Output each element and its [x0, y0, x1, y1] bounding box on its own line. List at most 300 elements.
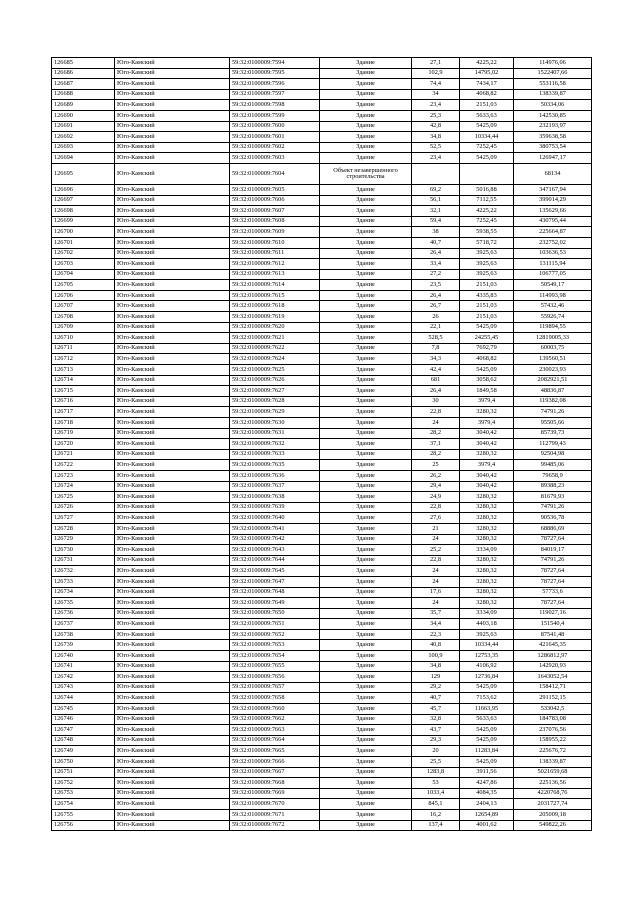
cadastral-value-cell: 158412,71	[514, 682, 592, 693]
cadastral-number-cell: 59:32:0100009:7619	[230, 312, 320, 323]
row-id-cell: 126690	[52, 110, 115, 121]
row-id-cell: 126756	[52, 820, 115, 831]
area-cell: 34	[412, 89, 460, 100]
table-row	[52, 110, 592, 121]
cadastral-value-cell: 60003,75	[514, 343, 592, 354]
row-id-cell: 126750	[52, 757, 115, 768]
area-cell: 16,2	[412, 809, 460, 820]
area-cell: 42,8	[412, 121, 460, 132]
unit-value-cell: 24255,45	[460, 333, 514, 344]
unit-value-cell: 5633,63	[460, 110, 514, 121]
row-id-cell: 126728	[52, 523, 115, 534]
row-id-cell: 126686	[52, 68, 115, 79]
area-cell: 7,8	[412, 343, 460, 354]
row-id-cell: 126719	[52, 428, 115, 439]
row-id-cell: 126729	[52, 534, 115, 545]
unit-value-cell: 2151,03	[460, 100, 514, 111]
district-cell: Юго-Камский	[115, 661, 230, 672]
row-id-cell: 126697	[52, 195, 115, 206]
area-cell: 24	[412, 534, 460, 545]
cadastral-number-cell: 59:32:0100009:7626	[230, 375, 320, 386]
row-id-cell: 126712	[52, 354, 115, 365]
area-cell: 22,8	[412, 502, 460, 513]
row-id-cell: 126706	[52, 290, 115, 301]
unit-value-cell: 7692,79	[460, 343, 514, 354]
cadastral-number-cell: 59:32:0100009:7624	[230, 354, 320, 365]
district-cell: Юго-Камский	[115, 333, 230, 344]
object-type-cell: Здание	[320, 725, 412, 736]
unit-value-cell: 2151,03	[460, 312, 514, 323]
area-cell: 34,8	[412, 661, 460, 672]
table-row	[52, 629, 592, 640]
row-id-cell: 126691	[52, 121, 115, 132]
district-cell: Юго-Камский	[115, 576, 230, 587]
area-cell: 21	[412, 523, 460, 534]
cadastral-number-cell: 59:32:0100009:7600	[230, 121, 320, 132]
table-row	[52, 460, 592, 471]
row-id-cell: 126689	[52, 100, 115, 111]
row-id-cell: 126713	[52, 365, 115, 376]
table-row	[52, 714, 592, 725]
cadastral-number-cell: 59:32:0100009:7653	[230, 640, 320, 651]
table-row	[52, 237, 592, 248]
area-cell: 27,6	[412, 513, 460, 524]
district-cell: Юго-Камский	[115, 725, 230, 736]
area-cell: 25,5	[412, 757, 460, 768]
cadastral-value-cell: 78727,64	[514, 534, 592, 545]
area-cell: 28,2	[412, 449, 460, 460]
row-id-cell: 126744	[52, 693, 115, 704]
cadastral-number-cell: 59:32:0100009:7649	[230, 598, 320, 609]
unit-value-cell: 4403,18	[460, 619, 514, 630]
cadastral-number-cell: 59:32:0100009:7671	[230, 809, 320, 820]
district-cell: Юго-Камский	[115, 216, 230, 227]
cadastral-number-cell: 59:32:0100009:7608	[230, 216, 320, 227]
table-row	[52, 153, 592, 164]
cadastral-number-cell: 59:32:0100009:7632	[230, 439, 320, 450]
unit-value-cell: 4001,62	[460, 820, 514, 831]
area-cell: 26,4	[412, 290, 460, 301]
cadastral-number-cell: 59:32:0100009:7602	[230, 142, 320, 153]
table-row	[52, 280, 592, 291]
cadastral-value-cell: 533042,5	[514, 704, 592, 715]
row-id-cell: 126685	[52, 58, 115, 69]
district-cell: Юго-Камский	[115, 365, 230, 376]
table-row	[52, 492, 592, 503]
cadastral-number-cell: 59:32:0100009:7613	[230, 269, 320, 280]
area-cell: 38	[412, 227, 460, 238]
table-row	[52, 757, 592, 768]
cadastral-number-cell: 59:32:0100009:7667	[230, 767, 320, 778]
district-cell: Юго-Камский	[115, 142, 230, 153]
row-id-cell: 126707	[52, 301, 115, 312]
row-id-cell: 126703	[52, 259, 115, 270]
unit-value-cell: 7112,55	[460, 195, 514, 206]
cadastral-number-cell: 59:32:0100009:7669	[230, 788, 320, 799]
row-id-cell: 126709	[52, 322, 115, 333]
district-cell: Юго-Камский	[115, 354, 230, 365]
cadastral-value-cell: 399014,29	[514, 195, 592, 206]
cadastral-value-cell: 2031727,74	[514, 799, 592, 810]
cadastral-value-cell: 50334,06	[514, 100, 592, 111]
cadastral-number-cell: 59:32:0100009:7594	[230, 58, 320, 69]
object-type-cell: Объект незавершенного строительства	[320, 163, 412, 184]
unit-value-cell: 3280,32	[460, 534, 514, 545]
table-row	[52, 534, 592, 545]
object-type-cell: Здание	[320, 682, 412, 693]
area-cell: 45,7	[412, 704, 460, 715]
table-row	[52, 693, 592, 704]
unit-value-cell: 3280,32	[460, 555, 514, 566]
cadastral-number-cell: 59:32:0100009:7618	[230, 301, 320, 312]
district-cell: Юго-Камский	[115, 206, 230, 217]
unit-value-cell: 3925,63	[460, 629, 514, 640]
cadastral-value-cell: 74791,26	[514, 555, 592, 566]
row-id-cell: 126735	[52, 598, 115, 609]
object-type-cell: Здание	[320, 693, 412, 704]
table-row	[52, 619, 592, 630]
object-type-cell: Здание	[320, 714, 412, 725]
row-id-cell: 126695	[52, 163, 115, 184]
cadastral-value-cell: 1286812,97	[514, 651, 592, 662]
cadastral-number-cell: 59:32:0100009:7668	[230, 778, 320, 789]
object-type-cell: Здание	[320, 280, 412, 291]
table-row	[52, 58, 592, 69]
unit-value-cell: 3058,62	[460, 375, 514, 386]
row-id-cell: 126699	[52, 216, 115, 227]
object-type-cell: Здание	[320, 396, 412, 407]
cadastral-number-cell: 59:32:0100009:7620	[230, 322, 320, 333]
cadastral-value-cell: 549822,26	[514, 820, 592, 831]
cadastral-number-cell: 59:32:0100009:7615	[230, 290, 320, 301]
table-row	[52, 778, 592, 789]
area-cell: 35,7	[412, 608, 460, 619]
district-cell: Юго-Камский	[115, 672, 230, 683]
row-id-cell: 126754	[52, 799, 115, 810]
district-cell: Юго-Камский	[115, 449, 230, 460]
area-cell: 26	[412, 312, 460, 323]
area-cell: 30	[412, 396, 460, 407]
table-row	[52, 343, 592, 354]
row-id-cell: 126716	[52, 396, 115, 407]
object-type-cell: Здание	[320, 545, 412, 556]
unit-value-cell: 3280,32	[460, 513, 514, 524]
table-row	[52, 428, 592, 439]
object-type-cell: Здание	[320, 502, 412, 513]
cadastral-value-cell: 131115,94	[514, 259, 592, 270]
area-cell: 23,4	[412, 100, 460, 111]
unit-value-cell: 5425,09	[460, 365, 514, 376]
table-row	[52, 470, 592, 481]
table-row	[52, 746, 592, 757]
area-cell: 74,4	[412, 79, 460, 90]
area-cell: 59,4	[412, 216, 460, 227]
cadastral-number-cell: 59:32:0100009:7595	[230, 68, 320, 79]
cadastral-number-cell: 59:32:0100009:7637	[230, 481, 320, 492]
table-row	[52, 132, 592, 143]
unit-value-cell: 3040,42	[460, 470, 514, 481]
cadastral-number-cell: 59:32:0100009:7604	[230, 163, 320, 184]
district-cell: Юго-Камский	[115, 259, 230, 270]
area-cell: 22,3	[412, 629, 460, 640]
cadastral-number-cell: 59:32:0100009:7645	[230, 566, 320, 577]
row-id-cell: 126705	[52, 280, 115, 291]
district-cell: Юго-Камский	[115, 502, 230, 513]
object-type-cell: Здание	[320, 343, 412, 354]
district-cell: Юго-Камский	[115, 386, 230, 397]
cadastral-number-cell: 59:32:0100009:7610	[230, 237, 320, 248]
object-type-cell: Здание	[320, 555, 412, 566]
object-type-cell: Здание	[320, 142, 412, 153]
object-type-cell: Здание	[320, 470, 412, 481]
district-cell: Юго-Камский	[115, 608, 230, 619]
row-id-cell: 126731	[52, 555, 115, 566]
object-type-cell: Здание	[320, 799, 412, 810]
object-type-cell: Здание	[320, 312, 412, 323]
row-id-cell: 126742	[52, 672, 115, 683]
cadastral-value-cell: 95505,66	[514, 418, 592, 429]
object-type-cell: Здание	[320, 79, 412, 90]
cadastral-value-cell: 553116,58	[514, 79, 592, 90]
cadastral-number-cell: 59:32:0100009:7606	[230, 195, 320, 206]
row-id-cell: 126720	[52, 439, 115, 450]
district-cell: Юго-Камский	[115, 619, 230, 630]
object-type-cell: Здание	[320, 523, 412, 534]
area-cell: 40,7	[412, 237, 460, 248]
cadastral-number-cell: 59:32:0100009:7670	[230, 799, 320, 810]
area-cell: 43,7	[412, 725, 460, 736]
area-cell: 27,2	[412, 269, 460, 280]
row-id-cell: 126746	[52, 714, 115, 725]
district-cell: Юго-Камский	[115, 682, 230, 693]
unit-value-cell: 2151,03	[460, 280, 514, 291]
unit-value-cell: 3280,32	[460, 587, 514, 598]
table-row	[52, 481, 592, 492]
district-cell: Юго-Камский	[115, 322, 230, 333]
unit-value-cell: 4106,92	[460, 661, 514, 672]
area-cell: 42,4	[412, 365, 460, 376]
table-row	[52, 163, 592, 184]
unit-value-cell: 3334,09	[460, 608, 514, 619]
area-cell: 25,2	[412, 545, 460, 556]
unit-value-cell: 3280,32	[460, 576, 514, 587]
table-row	[52, 312, 592, 323]
object-type-cell: Здание	[320, 672, 412, 683]
unit-value-cell: 5633,63	[460, 714, 514, 725]
cadastral-number-cell: 59:32:0100009:7633	[230, 449, 320, 460]
cadastral-value-cell: 119894,55	[514, 322, 592, 333]
area-cell: 25	[412, 460, 460, 471]
district-cell: Юго-Камский	[115, 79, 230, 90]
object-type-cell: Здание	[320, 428, 412, 439]
district-cell: Юго-Камский	[115, 545, 230, 556]
table-row	[52, 704, 592, 715]
table-row	[52, 184, 592, 195]
cadastral-value-cell: 205009,18	[514, 809, 592, 820]
unit-value-cell: 12753,35	[460, 651, 514, 662]
area-cell: 22,1	[412, 322, 460, 333]
unit-value-cell	[460, 163, 514, 184]
document-page	[51, 57, 591, 831]
cadastral-value-cell: 85739,73	[514, 428, 592, 439]
table-row	[52, 227, 592, 238]
district-cell: Юго-Камский	[115, 757, 230, 768]
district-cell: Юго-Камский	[115, 513, 230, 524]
district-cell: Юго-Камский	[115, 132, 230, 143]
object-type-cell: Здание	[320, 492, 412, 503]
table-row	[52, 513, 592, 524]
cadastral-value-cell: 68134	[514, 163, 592, 184]
cadastral-value-cell: 225664,87	[514, 227, 592, 238]
unit-value-cell: 12654,89	[460, 809, 514, 820]
unit-value-cell: 5425,09	[460, 322, 514, 333]
row-id-cell: 126687	[52, 79, 115, 90]
area-cell: 681	[412, 375, 460, 386]
row-id-cell: 126734	[52, 587, 115, 598]
object-type-cell: Здание	[320, 195, 412, 206]
district-cell: Юго-Камский	[115, 68, 230, 79]
district-cell: Юго-Камский	[115, 301, 230, 312]
object-type-cell: Здание	[320, 248, 412, 259]
district-cell: Юго-Камский	[115, 460, 230, 471]
row-id-cell: 126751	[52, 767, 115, 778]
object-type-cell: Здание	[320, 301, 412, 312]
table-row	[52, 608, 592, 619]
district-cell: Юго-Камский	[115, 58, 230, 69]
object-type-cell: Здание	[320, 89, 412, 100]
area-cell: 22,8	[412, 407, 460, 418]
district-cell: Юго-Камский	[115, 407, 230, 418]
district-cell: Юго-Камский	[115, 629, 230, 640]
table-row	[52, 322, 592, 333]
object-type-cell: Здание	[320, 269, 412, 280]
table-row	[52, 809, 592, 820]
table-row	[52, 396, 592, 407]
district-cell: Юго-Камский	[115, 121, 230, 132]
unit-value-cell: 7252,45	[460, 142, 514, 153]
cadastral-value-cell: 138339,87	[514, 89, 592, 100]
cadastral-number-cell: 59:32:0100009:7647	[230, 576, 320, 587]
row-id-cell: 126708	[52, 312, 115, 323]
district-cell: Юго-Камский	[115, 555, 230, 566]
area-cell: 69,2	[412, 184, 460, 195]
cadastral-number-cell: 59:32:0100009:7628	[230, 396, 320, 407]
row-id-cell: 126740	[52, 651, 115, 662]
table-row	[52, 523, 592, 534]
object-type-cell: Здание	[320, 259, 412, 270]
cadastral-number-cell: 59:32:0100009:7650	[230, 608, 320, 619]
table-row	[52, 259, 592, 270]
cadastral-value-cell: 92504,98	[514, 449, 592, 460]
object-type-cell: Здание	[320, 322, 412, 333]
area-cell: 1283,8	[412, 767, 460, 778]
object-type-cell: Здание	[320, 757, 412, 768]
object-type-cell: Здание	[320, 767, 412, 778]
cadastral-value-cell: 78727,64	[514, 566, 592, 577]
cadastral-value-cell: 81679,93	[514, 492, 592, 503]
area-cell: 34,8	[412, 132, 460, 143]
object-type-cell: Здание	[320, 110, 412, 121]
area-cell: 52,5	[412, 142, 460, 153]
district-cell: Юго-Камский	[115, 778, 230, 789]
cadastral-value-cell: 158955,22	[514, 735, 592, 746]
table-row	[52, 216, 592, 227]
cadastral-number-cell: 59:32:0100009:7609	[230, 227, 320, 238]
district-cell: Юго-Камский	[115, 767, 230, 778]
cadastral-value-cell: 421645,35	[514, 640, 592, 651]
district-cell: Юго-Камский	[115, 820, 230, 831]
row-id-cell: 126714	[52, 375, 115, 386]
object-type-cell: Здание	[320, 354, 412, 365]
unit-value-cell: 3280,32	[460, 407, 514, 418]
row-id-cell: 126692	[52, 132, 115, 143]
district-cell: Юго-Камский	[115, 428, 230, 439]
cadastral-number-cell: 59:32:0100009:7629	[230, 407, 320, 418]
table-row	[52, 661, 592, 672]
unit-value-cell: 3280,32	[460, 492, 514, 503]
cadastral-number-cell: 59:32:0100009:7664	[230, 735, 320, 746]
unit-value-cell: 3040,42	[460, 481, 514, 492]
district-cell: Юго-Камский	[115, 492, 230, 503]
district-cell: Юго-Камский	[115, 269, 230, 280]
object-type-cell: Здание	[320, 820, 412, 831]
unit-value-cell: 5938,55	[460, 227, 514, 238]
cadastral-number-cell: 59:32:0100009:7662	[230, 714, 320, 725]
cadastral-number-cell: 59:32:0100009:7641	[230, 523, 320, 534]
cadastral-value-cell: 90536,78	[514, 513, 592, 524]
row-id-cell: 126724	[52, 481, 115, 492]
cadastral-value-cell: 57432,46	[514, 301, 592, 312]
cadastral-number-cell: 59:32:0100009:7643	[230, 545, 320, 556]
area-cell: 32,1	[412, 206, 460, 217]
cadastral-value-cell: 138339,87	[514, 757, 592, 768]
area-cell: 24	[412, 598, 460, 609]
table-row	[52, 290, 592, 301]
row-id-cell: 126739	[52, 640, 115, 651]
table-row	[52, 79, 592, 90]
row-id-cell: 126726	[52, 502, 115, 513]
object-type-cell: Здание	[320, 365, 412, 376]
cadastral-number-cell: 59:32:0100009:7663	[230, 725, 320, 736]
unit-value-cell: 5425,09	[460, 121, 514, 132]
unit-value-cell: 10334,44	[460, 640, 514, 651]
unit-value-cell: 5016,88	[460, 184, 514, 195]
object-type-cell: Здание	[320, 237, 412, 248]
table-row	[52, 587, 592, 598]
cadastral-number-cell: 59:32:0100009:7622	[230, 343, 320, 354]
cadastral-number-cell: 59:32:0100009:7640	[230, 513, 320, 524]
district-cell: Юго-Камский	[115, 396, 230, 407]
cadastral-number-cell: 59:32:0100009:7636	[230, 470, 320, 481]
unit-value-cell: 4335,83	[460, 290, 514, 301]
unit-value-cell: 1849,58	[460, 386, 514, 397]
district-cell: Юго-Камский	[115, 227, 230, 238]
cadastral-value-cell: 119027,16	[514, 608, 592, 619]
unit-value-cell: 3280,32	[460, 598, 514, 609]
unit-value-cell: 11283,84	[460, 746, 514, 757]
row-id-cell: 126688	[52, 89, 115, 100]
unit-value-cell: 4068,82	[460, 89, 514, 100]
district-cell: Юго-Камский	[115, 470, 230, 481]
cadastral-value-cell: 4220768,76	[514, 788, 592, 799]
unit-value-cell: 3334,09	[460, 545, 514, 556]
cadastral-value-cell: 57733,6	[514, 587, 592, 598]
cadastral-number-cell: 59:32:0100009:7658	[230, 693, 320, 704]
unit-value-cell: 7252,45	[460, 216, 514, 227]
cadastral-value-cell: 114993,98	[514, 290, 592, 301]
unit-value-cell: 4068,82	[460, 354, 514, 365]
table-row	[52, 651, 592, 662]
